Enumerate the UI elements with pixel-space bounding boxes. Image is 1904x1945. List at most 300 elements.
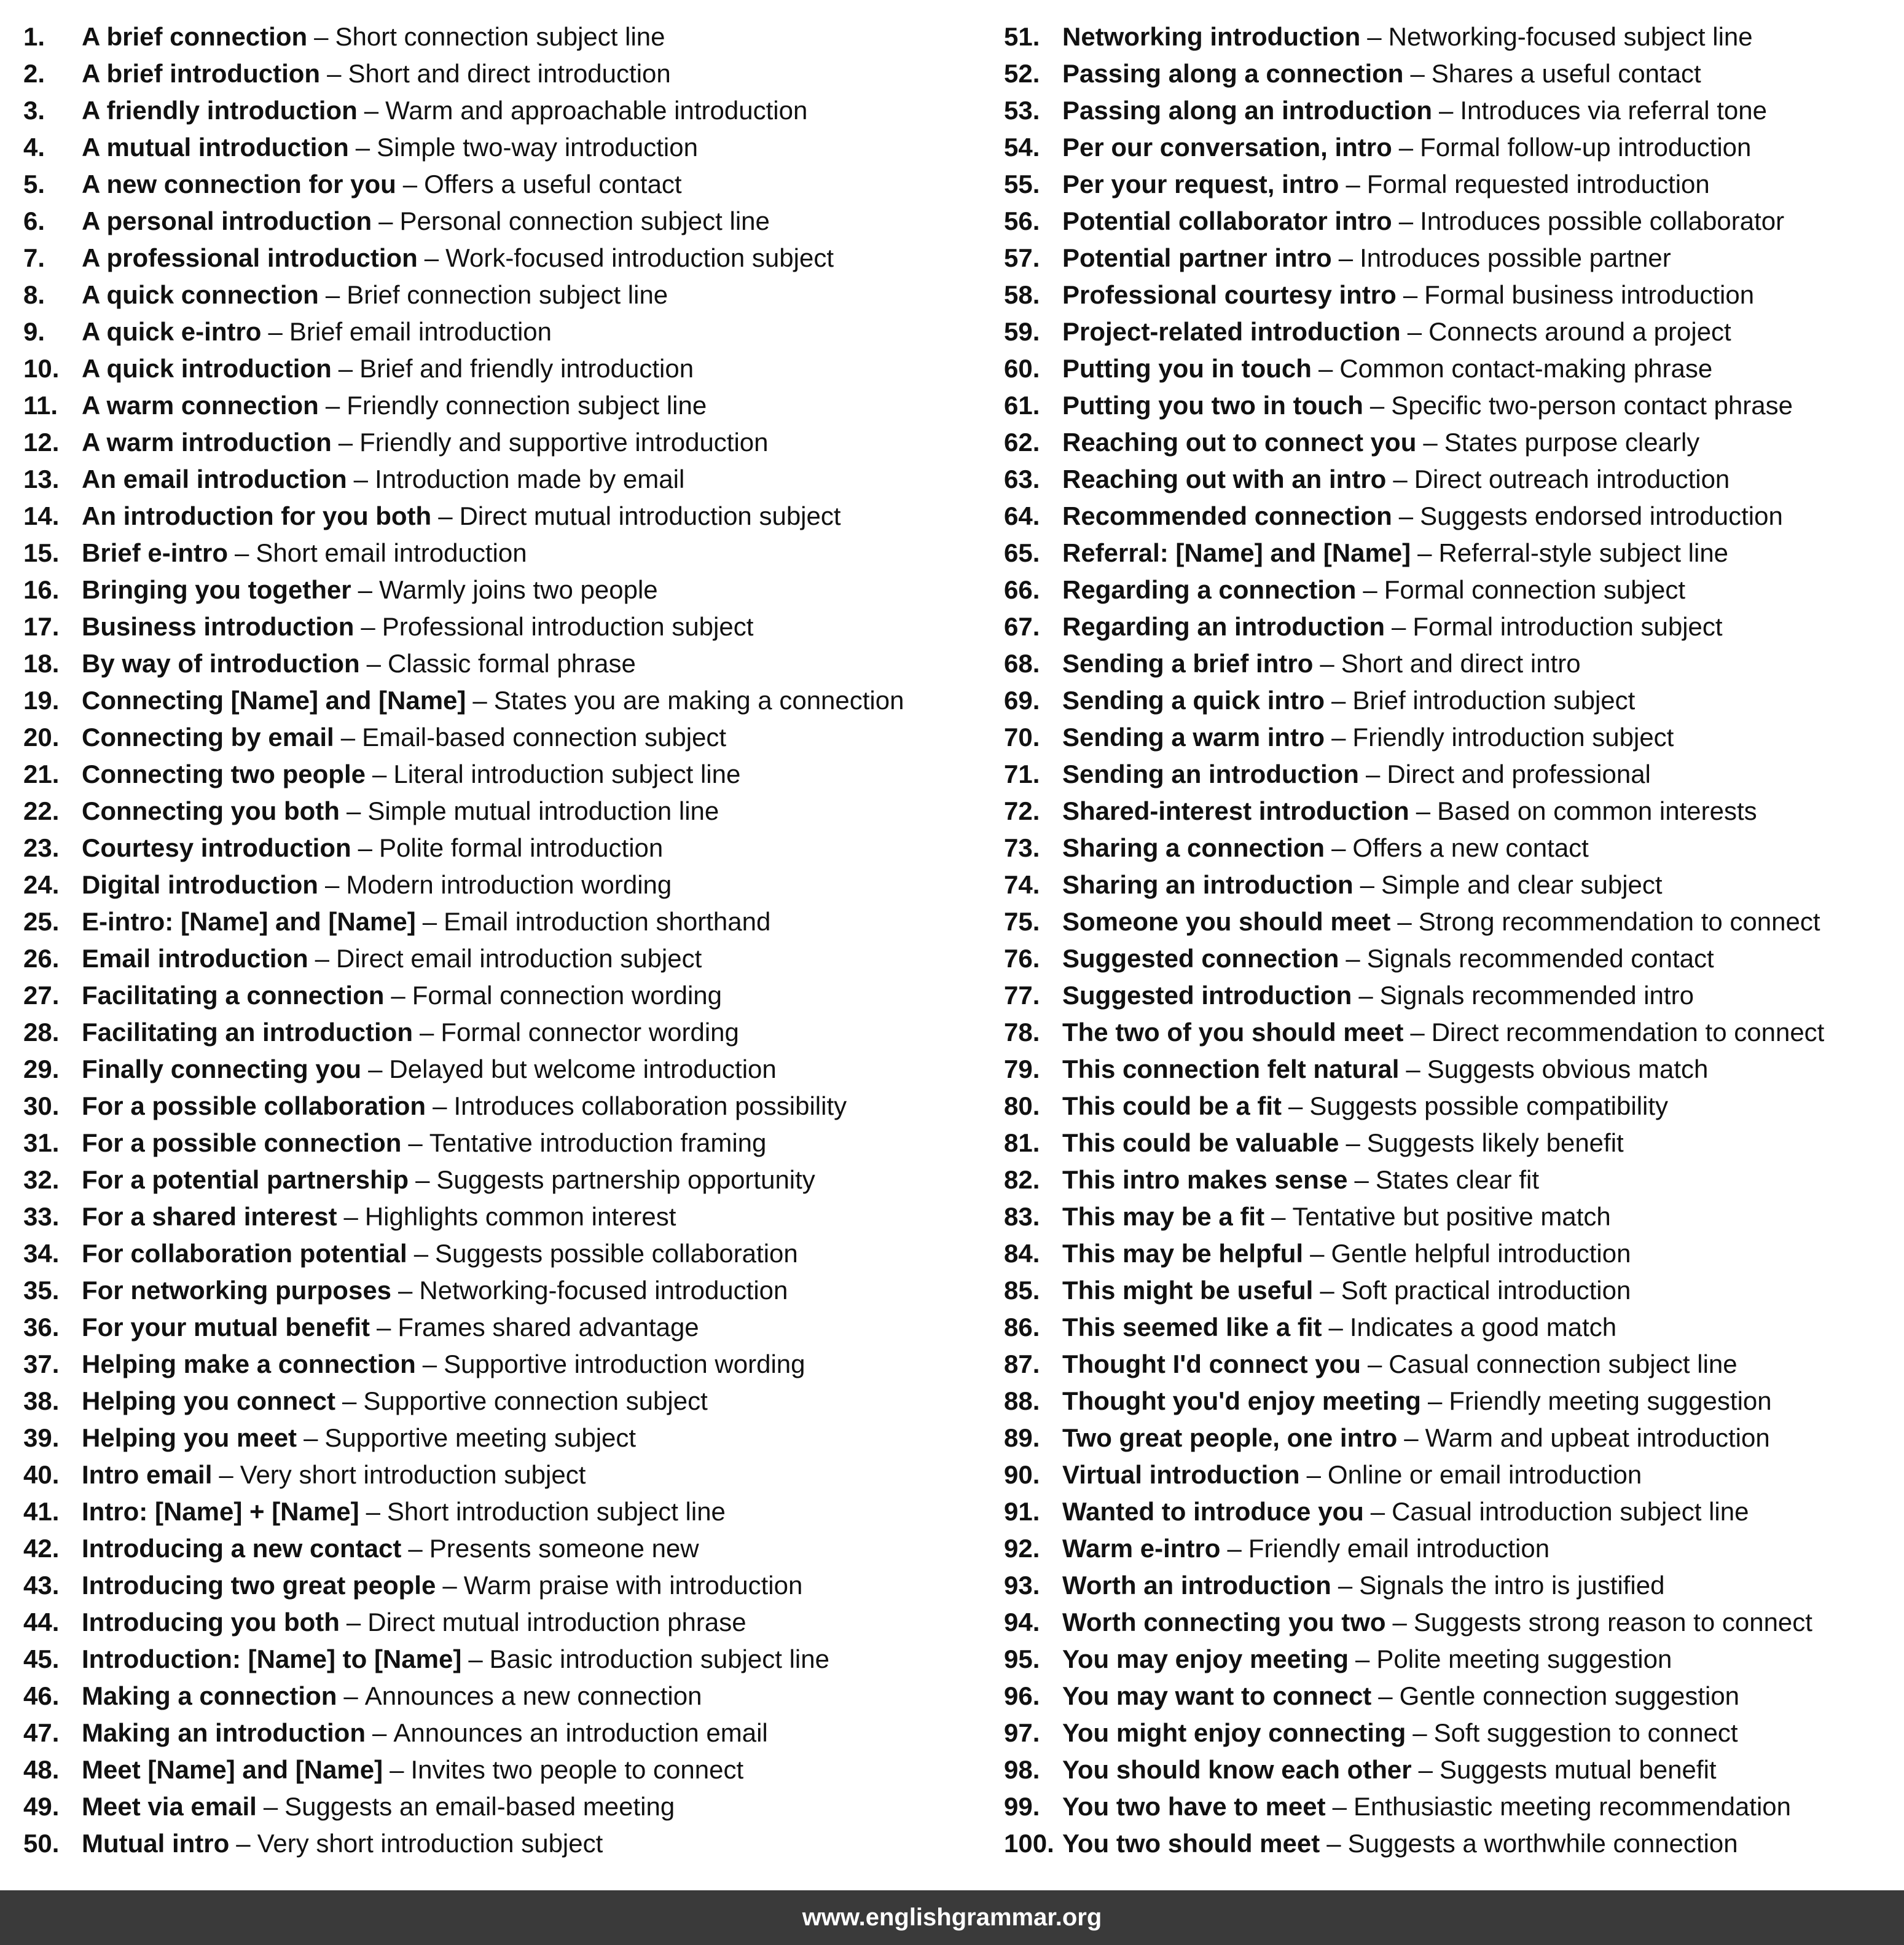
item-separator: – — [1320, 1276, 1334, 1305]
list-item — [1004, 129, 1904, 166]
item-number: 82. — [1004, 1165, 1040, 1194]
item-description: Formal connection wording — [412, 981, 723, 1010]
item-number: 42. — [23, 1534, 60, 1563]
item-number: 75. — [1004, 907, 1040, 936]
item-description: Enthusiastic meeting recommendation — [1353, 1792, 1792, 1821]
item-phrase: Sharing an introduction — [1062, 870, 1354, 899]
item-description: Very short introduction subject — [257, 1829, 603, 1858]
list-item — [1004, 756, 1904, 793]
item-phrase: Helping make a connection — [82, 1350, 416, 1378]
item-separator: – — [325, 391, 340, 420]
list-item — [23, 1309, 982, 1346]
item-description: Signals the intro is justified — [1359, 1571, 1665, 1600]
item-separator: – — [236, 1829, 251, 1858]
item-description: Friendly meeting suggestion — [1449, 1386, 1772, 1415]
item-description: Gentle helpful introduction — [1331, 1239, 1631, 1268]
item-phrase: A brief introduction — [82, 59, 321, 88]
item-separator: – — [1370, 1497, 1385, 1526]
item-number: 84. — [1004, 1239, 1040, 1268]
item-description: Referral-style subject line — [1438, 538, 1729, 567]
item-separator: – — [1354, 1165, 1369, 1194]
item-number: 92. — [1004, 1534, 1040, 1563]
item-separator: – — [1417, 538, 1432, 567]
item-phrase: Virtual introduction — [1062, 1460, 1300, 1489]
item-separator: – — [1310, 1239, 1325, 1268]
item-description: Specific two-person contact phrase — [1391, 391, 1793, 420]
item-number: 6. — [23, 206, 45, 235]
item-separator: – — [472, 686, 487, 715]
item-separator: – — [263, 1792, 278, 1821]
item-number: 54. — [1004, 133, 1040, 162]
item-description: Brief connection subject line — [347, 280, 668, 309]
item-description: Warmly joins two people — [379, 575, 658, 604]
item-separator: – — [1367, 1350, 1382, 1378]
item-number: 34. — [23, 1239, 60, 1268]
list-item — [23, 1346, 982, 1383]
list-item — [23, 1678, 982, 1715]
list-item — [23, 756, 982, 793]
item-phrase: An introduction for you both — [82, 501, 432, 530]
item-phrase: A professional introduction — [82, 243, 418, 272]
item-description: Short email introduction — [256, 538, 527, 567]
item-number: 21. — [23, 760, 60, 788]
item-phrase: Networking introduction — [1062, 22, 1361, 51]
item-description: Short introduction subject line — [386, 1497, 726, 1526]
item-description: States you are making a connection — [493, 686, 904, 715]
list-item — [1004, 1678, 1904, 1715]
item-description: Presents someone new — [429, 1534, 699, 1563]
footer-bar — [0, 1890, 1904, 1945]
item-description: Friendly connection subject line — [347, 391, 707, 420]
item-description: Short and direct introduction — [348, 59, 671, 88]
item-number: 91. — [1004, 1497, 1040, 1526]
item-phrase: A mutual introduction — [82, 133, 349, 162]
item-phrase: Per our conversation, intro — [1062, 133, 1392, 162]
item-description: Direct and professional — [1387, 760, 1651, 788]
item-separator: – — [1227, 1534, 1242, 1563]
item-separator: – — [408, 1534, 423, 1563]
item-separator: – — [346, 1608, 361, 1637]
item-description: Brief introduction subject — [1352, 686, 1636, 715]
item-phrase: Sending a quick intro — [1062, 686, 1325, 715]
item-separator: – — [368, 1055, 383, 1083]
item-phrase: Shared-interest introduction — [1062, 796, 1409, 825]
item-phrase: Sending a brief intro — [1062, 649, 1314, 678]
item-phrase: A new connection for you — [82, 170, 396, 198]
list-item — [23, 572, 982, 608]
left-column — [23, 18, 982, 1862]
list-item — [1004, 240, 1904, 277]
item-description: Signals recommended contact — [1366, 944, 1714, 973]
item-number: 61. — [1004, 391, 1040, 420]
item-separator: – — [358, 575, 373, 604]
item-phrase: A quick introduction — [82, 354, 332, 383]
item-phrase: For your mutual benefit — [82, 1313, 370, 1342]
list-item — [1004, 1272, 1904, 1309]
item-phrase: Suggested introduction — [1062, 981, 1352, 1010]
item-separator: – — [1403, 280, 1418, 309]
item-number: 33. — [23, 1202, 60, 1231]
item-description: Literal introduction subject line — [393, 760, 741, 788]
item-number: 88. — [1004, 1386, 1040, 1415]
item-description: Direct outreach introduction — [1414, 465, 1730, 493]
item-description: Classic formal phrase — [388, 649, 636, 678]
item-description: Formal connection subject — [1384, 575, 1685, 604]
item-phrase: Connecting you both — [82, 796, 340, 825]
item-phrase: Connecting by email — [82, 723, 334, 752]
item-separator: – — [366, 649, 382, 678]
item-number: 20. — [23, 723, 60, 752]
item-separator: – — [468, 1644, 483, 1673]
item-phrase: For a shared interest — [82, 1202, 337, 1231]
item-separator: – — [1427, 1386, 1443, 1415]
list-item — [1004, 682, 1904, 719]
item-phrase: Business introduction — [82, 612, 355, 641]
item-separator: – — [1346, 944, 1360, 973]
item-number: 81. — [1004, 1128, 1040, 1157]
item-phrase: The two of you should meet — [1062, 1018, 1404, 1047]
item-separator: – — [415, 1165, 430, 1194]
list-item — [1004, 1346, 1904, 1383]
item-description: Supportive connection subject — [363, 1386, 708, 1415]
item-separator: – — [1397, 907, 1412, 936]
item-number: 18. — [23, 649, 60, 678]
item-description: Brief email introduction — [289, 317, 552, 346]
item-phrase: Per your request, intro — [1062, 170, 1339, 198]
item-number: 32. — [23, 1165, 60, 1194]
item-description: Soft practical introduction — [1341, 1276, 1631, 1305]
list-item — [1004, 608, 1904, 645]
list-item — [1004, 1051, 1904, 1088]
item-description: Offers a useful contact — [424, 170, 682, 198]
list-item — [1004, 1567, 1904, 1604]
item-separator: – — [1410, 59, 1425, 88]
item-phrase: Brief e-intro — [82, 538, 229, 567]
list-item — [1004, 1088, 1904, 1125]
item-separator: – — [1439, 96, 1454, 125]
list-item — [1004, 572, 1904, 608]
item-phrase: You may want to connect — [1062, 1681, 1372, 1710]
item-separator: – — [422, 907, 437, 936]
item-separator: – — [268, 317, 283, 346]
item-phrase: You two should meet — [1062, 1829, 1320, 1858]
item-number: 37. — [23, 1350, 60, 1378]
list-item — [23, 903, 982, 940]
list-item — [1004, 1825, 1904, 1862]
list-item — [1004, 1161, 1904, 1198]
item-number: 62. — [1004, 428, 1040, 457]
footer-url[interactable]: www.englishgrammar.org — [802, 1904, 1102, 1931]
item-description: Formal follow-up introduction — [1420, 133, 1752, 162]
item-separator: – — [327, 59, 342, 88]
item-phrase: Sharing a connection — [1062, 833, 1325, 862]
list-item — [23, 1125, 982, 1161]
item-separator: – — [1346, 1128, 1360, 1157]
list-item — [1004, 1493, 1904, 1530]
item-phrase: Facilitating an introduction — [82, 1018, 413, 1047]
item-separator: – — [438, 501, 453, 530]
item-description: Introduces via referral tone — [1460, 96, 1767, 125]
item-phrase: Bringing you together — [82, 575, 351, 604]
list-item — [23, 1235, 982, 1272]
item-phrase: You might enjoy connecting — [1062, 1718, 1406, 1747]
item-number: 65. — [1004, 538, 1040, 567]
list-item — [1004, 1235, 1904, 1272]
item-description: Suggests possible collaboration — [435, 1239, 798, 1268]
item-phrase: Referral: [Name] and [Name] — [1062, 538, 1411, 567]
item-separator: – — [343, 1681, 358, 1710]
item-separator: – — [408, 1128, 423, 1157]
item-phrase: This intro makes sense — [1062, 1165, 1348, 1194]
item-separator: – — [364, 96, 379, 125]
item-number: 46. — [23, 1681, 60, 1710]
list-item — [1004, 1125, 1904, 1161]
item-number: 66. — [1004, 575, 1040, 604]
list-item — [23, 277, 982, 313]
item-number: 72. — [1004, 796, 1040, 825]
item-separator: – — [1367, 22, 1382, 51]
item-description: Common contact-making phrase — [1339, 354, 1713, 383]
item-separator: – — [325, 280, 340, 309]
item-description: Professional introduction subject — [382, 612, 754, 641]
list-item — [23, 645, 982, 682]
list-item — [23, 682, 982, 719]
list-item — [1004, 1604, 1904, 1641]
item-description: Work-focused introduction subject — [445, 243, 834, 272]
list-item — [1004, 1530, 1904, 1567]
item-phrase: Connecting two people — [82, 760, 366, 788]
list-item — [23, 1456, 982, 1493]
list-item — [23, 1161, 982, 1198]
item-separator: – — [358, 833, 373, 862]
item-phrase: Someone you should meet — [1062, 907, 1391, 936]
item-phrase: Passing along a connection — [1062, 59, 1404, 88]
item-separator: – — [1355, 1644, 1370, 1673]
list-item — [1004, 903, 1904, 940]
item-description: Suggests endorsed introduction — [1420, 501, 1783, 530]
list-item — [23, 1051, 982, 1088]
item-description: Formal business introduction — [1424, 280, 1755, 309]
item-description: Direct email introduction subject — [336, 944, 702, 973]
item-number: 57. — [1004, 243, 1040, 272]
item-separator: – — [413, 1239, 429, 1268]
item-separator: – — [1406, 1055, 1420, 1083]
item-phrase: Sending a warm intro — [1062, 723, 1325, 752]
item-separator: – — [1398, 133, 1414, 162]
list-item — [23, 940, 982, 977]
item-description: Formal connector wording — [441, 1018, 739, 1047]
list-item — [1004, 977, 1904, 1014]
item-description: Suggests a worthwhile connection — [1347, 1829, 1738, 1858]
list-item — [1004, 166, 1904, 203]
item-number: 17. — [23, 612, 60, 641]
item-phrase: Meet via email — [82, 1792, 257, 1821]
item-separator: – — [1407, 317, 1422, 346]
item-separator: – — [391, 981, 405, 1010]
item-separator: – — [1363, 575, 1377, 604]
item-phrase: E-intro: [Name] and [Name] — [82, 907, 416, 936]
item-number: 68. — [1004, 649, 1040, 678]
item-number: 36. — [23, 1313, 60, 1342]
item-number: 5. — [23, 170, 45, 198]
item-phrase: For networking purposes — [82, 1276, 392, 1305]
item-phrase: Potential collaborator intro — [1062, 206, 1392, 235]
item-phrase: A quick e-intro — [82, 317, 262, 346]
item-separator: – — [366, 1497, 380, 1526]
item-separator: – — [346, 796, 361, 825]
item-description: Tentative but positive match — [1292, 1202, 1611, 1231]
list-item — [23, 1751, 982, 1788]
item-description: Email introduction shorthand — [444, 907, 771, 936]
item-description: Supportive meeting subject — [324, 1423, 637, 1452]
item-number: 76. — [1004, 944, 1040, 973]
item-description: Formal introduction subject — [1412, 612, 1723, 641]
item-phrase: Wanted to introduce you — [1062, 1497, 1364, 1526]
item-phrase: A warm connection — [82, 391, 319, 420]
item-phrase: A friendly introduction — [82, 96, 358, 125]
right-column — [1004, 18, 1904, 1862]
item-phrase: Making an introduction — [82, 1718, 366, 1747]
list-item — [1004, 55, 1904, 92]
item-number: 31. — [23, 1128, 60, 1157]
item-description: Brief and friendly introduction — [359, 354, 694, 383]
item-description: Very short introduction subject — [240, 1460, 586, 1489]
item-number: 44. — [23, 1608, 60, 1637]
item-phrase: Putting you two in touch — [1062, 391, 1363, 420]
item-separator: – — [390, 1755, 404, 1784]
item-separator: – — [1398, 501, 1414, 530]
item-phrase: This seemed like a fit — [1062, 1313, 1322, 1342]
item-phrase: Connecting [Name] and [Name] — [82, 686, 466, 715]
item-separator: – — [219, 1460, 233, 1489]
list-item — [23, 1493, 982, 1530]
list-item — [1004, 461, 1904, 498]
item-phrase: Two great people, one intro — [1062, 1423, 1398, 1452]
item-description: Casual connection subject line — [1389, 1350, 1737, 1378]
item-separator: – — [424, 243, 439, 272]
item-phrase: Reaching out to connect you — [1062, 428, 1417, 457]
item-number: 14. — [23, 501, 60, 530]
item-phrase: Introducing a new contact — [82, 1534, 402, 1563]
list-item — [23, 240, 982, 277]
item-separator: – — [355, 133, 370, 162]
list-item — [23, 1198, 982, 1235]
list-item — [23, 461, 982, 498]
list-item — [23, 498, 982, 535]
item-description: Strong recommendation to connect — [1418, 907, 1820, 936]
item-number: 71. — [1004, 760, 1040, 788]
item-number: 69. — [1004, 686, 1040, 715]
item-number: 47. — [23, 1718, 60, 1747]
item-description: Introduces possible partner — [1360, 243, 1671, 272]
list-item — [1004, 1014, 1904, 1051]
list-item — [23, 719, 982, 756]
item-separator: – — [1360, 870, 1375, 899]
list-item — [23, 55, 982, 92]
item-separator: – — [1404, 1423, 1419, 1452]
item-number: 94. — [1004, 1608, 1040, 1637]
item-separator: – — [422, 1350, 437, 1378]
list-item — [1004, 719, 1904, 756]
item-description: Connects around a project — [1428, 317, 1731, 346]
item-number: 4. — [23, 133, 45, 162]
list-item — [1004, 350, 1904, 387]
item-separator: – — [1418, 1755, 1433, 1784]
item-number: 29. — [23, 1055, 60, 1083]
list-item — [1004, 18, 1904, 55]
item-phrase: For a possible connection — [82, 1128, 402, 1157]
list-item — [1004, 498, 1904, 535]
list-item — [23, 1715, 982, 1751]
item-description: Soft suggestion to connect — [1433, 1718, 1738, 1747]
item-phrase: By way of introduction — [82, 649, 360, 678]
item-number: 90. — [1004, 1460, 1040, 1489]
item-description: Supportive introduction wording — [444, 1350, 805, 1378]
item-number: 19. — [23, 686, 60, 715]
item-phrase: Worth connecting you two — [1062, 1608, 1386, 1637]
item-description: Highlights common interest — [364, 1202, 676, 1231]
item-separator: – — [361, 612, 375, 641]
item-description: Shares a useful contact — [1431, 59, 1701, 88]
phrase-list — [0, 18, 1904, 1862]
item-phrase: Email introduction — [82, 944, 308, 973]
item-number: 2. — [23, 59, 45, 88]
list-item — [23, 1825, 982, 1862]
item-separator: – — [1393, 465, 1408, 493]
item-description: Networking-focused subject line — [1388, 22, 1753, 51]
item-phrase: A quick connection — [82, 280, 319, 309]
item-number: 35. — [23, 1276, 60, 1305]
item-separator: – — [1338, 1571, 1353, 1600]
item-separator: – — [1392, 1608, 1407, 1637]
list-item — [23, 18, 982, 55]
item-phrase: For collaboration potential — [82, 1239, 407, 1268]
item-separator: – — [1412, 1718, 1427, 1747]
item-phrase: This might be useful — [1062, 1276, 1314, 1305]
item-phrase: Helping you connect — [82, 1386, 336, 1415]
item-phrase: Introduction: [Name] to [Name] — [82, 1644, 462, 1673]
list-item — [1004, 203, 1904, 240]
item-phrase: Meet [Name] and [Name] — [82, 1755, 383, 1784]
item-phrase: Courtesy introduction — [82, 833, 351, 862]
item-separator: – — [1391, 612, 1406, 641]
item-separator: – — [378, 206, 393, 235]
item-description: Introduces possible collaborator — [1420, 206, 1785, 235]
item-phrase: You two have to meet — [1062, 1792, 1326, 1821]
item-phrase: Introducing you both — [82, 1608, 340, 1637]
item-separator: – — [338, 354, 353, 383]
item-separator: – — [398, 1276, 413, 1305]
list-item — [1004, 1456, 1904, 1493]
item-separator: – — [1331, 723, 1346, 752]
item-number: 96. — [1004, 1681, 1040, 1710]
item-number: 45. — [23, 1644, 60, 1673]
item-number: 51. — [1004, 22, 1040, 51]
item-description: Short connection subject line — [335, 22, 665, 51]
list-item — [23, 977, 982, 1014]
item-separator: – — [1338, 243, 1354, 272]
item-number: 12. — [23, 428, 60, 457]
list-item — [1004, 92, 1904, 129]
item-number: 15. — [23, 538, 60, 567]
item-description: Announces an introduction email — [393, 1718, 768, 1747]
item-phrase: Thought you'd enjoy meeting — [1062, 1386, 1421, 1415]
item-separator: – — [372, 1718, 387, 1747]
item-number: 11. — [23, 391, 58, 420]
item-number: 93. — [1004, 1571, 1040, 1600]
item-description: Simple mutual introduction line — [367, 796, 719, 825]
item-number: 58. — [1004, 280, 1040, 309]
